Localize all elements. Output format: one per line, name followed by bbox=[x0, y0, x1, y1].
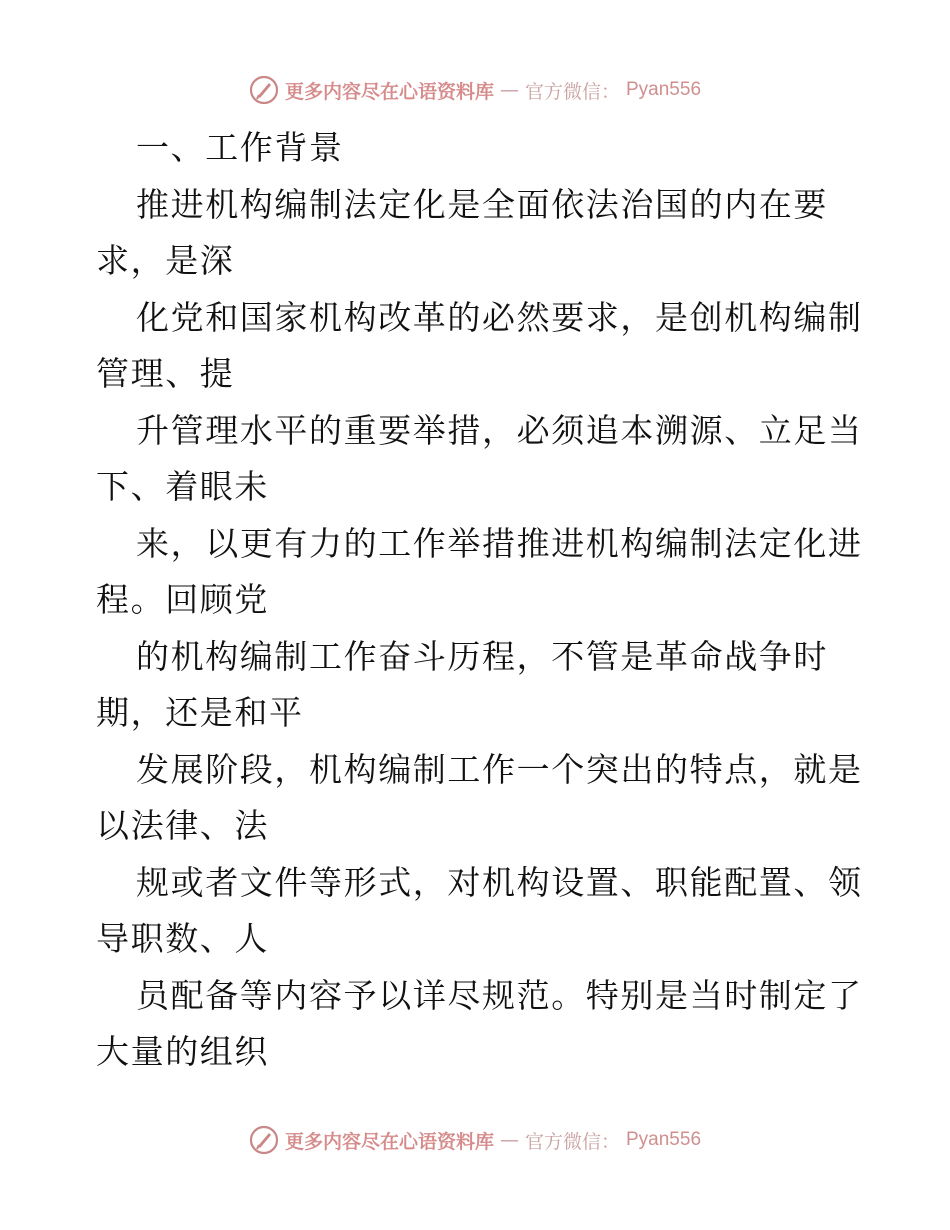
watermark-brand: 更多内容尽在心语资料库 bbox=[284, 80, 494, 103]
text-line: 一、工作背景 bbox=[136, 128, 344, 167]
text-line: 来，以更有力的工作举措推进机构编制法定化进 bbox=[136, 523, 863, 563]
text-line: 推进机构编制法定化是全面依法治国的内在要 bbox=[136, 184, 828, 224]
document-body bbox=[96, 120, 863, 1081]
feather-pen-icon bbox=[249, 75, 279, 105]
text-line: 升管理水平的重要举措，必须追本溯源、立足当 bbox=[136, 410, 863, 450]
watermark-separator: — bbox=[499, 1129, 519, 1151]
watermark-handle: Pyan556 bbox=[626, 79, 702, 100]
text-line: 大量的组织 bbox=[96, 1032, 269, 1071]
text-line: 化党和国家机构改革的必然要求，是创机构编制 bbox=[136, 297, 863, 337]
text-line: 下、着眼未 bbox=[96, 467, 269, 506]
watermark-handle: Pyan556 bbox=[626, 1129, 702, 1150]
footer-watermark bbox=[0, 1120, 950, 1160]
text-line: 的机构编制工作奋斗历程，不管是革命战争时 bbox=[136, 636, 828, 676]
text-line: 求，是深 bbox=[96, 241, 235, 280]
feather-pen-icon bbox=[249, 1125, 279, 1155]
text-line: 员配备等内容予以详尽规范。特别是当时制定了 bbox=[136, 975, 863, 1015]
text-line: 发展阶段，机构编制工作一个突出的特点，就是 bbox=[136, 749, 863, 789]
text-line: 管理、提 bbox=[96, 354, 235, 393]
text-line: 以法律、法 bbox=[96, 806, 269, 845]
text-line: 程。回顾党 bbox=[96, 580, 269, 619]
watermark-label: 官方微信： bbox=[524, 1130, 620, 1153]
text-line: 期，还是和平 bbox=[96, 693, 304, 732]
header-watermark bbox=[0, 70, 950, 110]
watermark-label: 官方微信： bbox=[524, 80, 620, 103]
text-line: 导职数、人 bbox=[96, 919, 269, 958]
text-line: 规或者文件等形式，对机构设置、职能配置、领 bbox=[136, 862, 863, 902]
watermark-separator: — bbox=[499, 79, 519, 101]
watermark-brand: 更多内容尽在心语资料库 bbox=[284, 1130, 494, 1153]
